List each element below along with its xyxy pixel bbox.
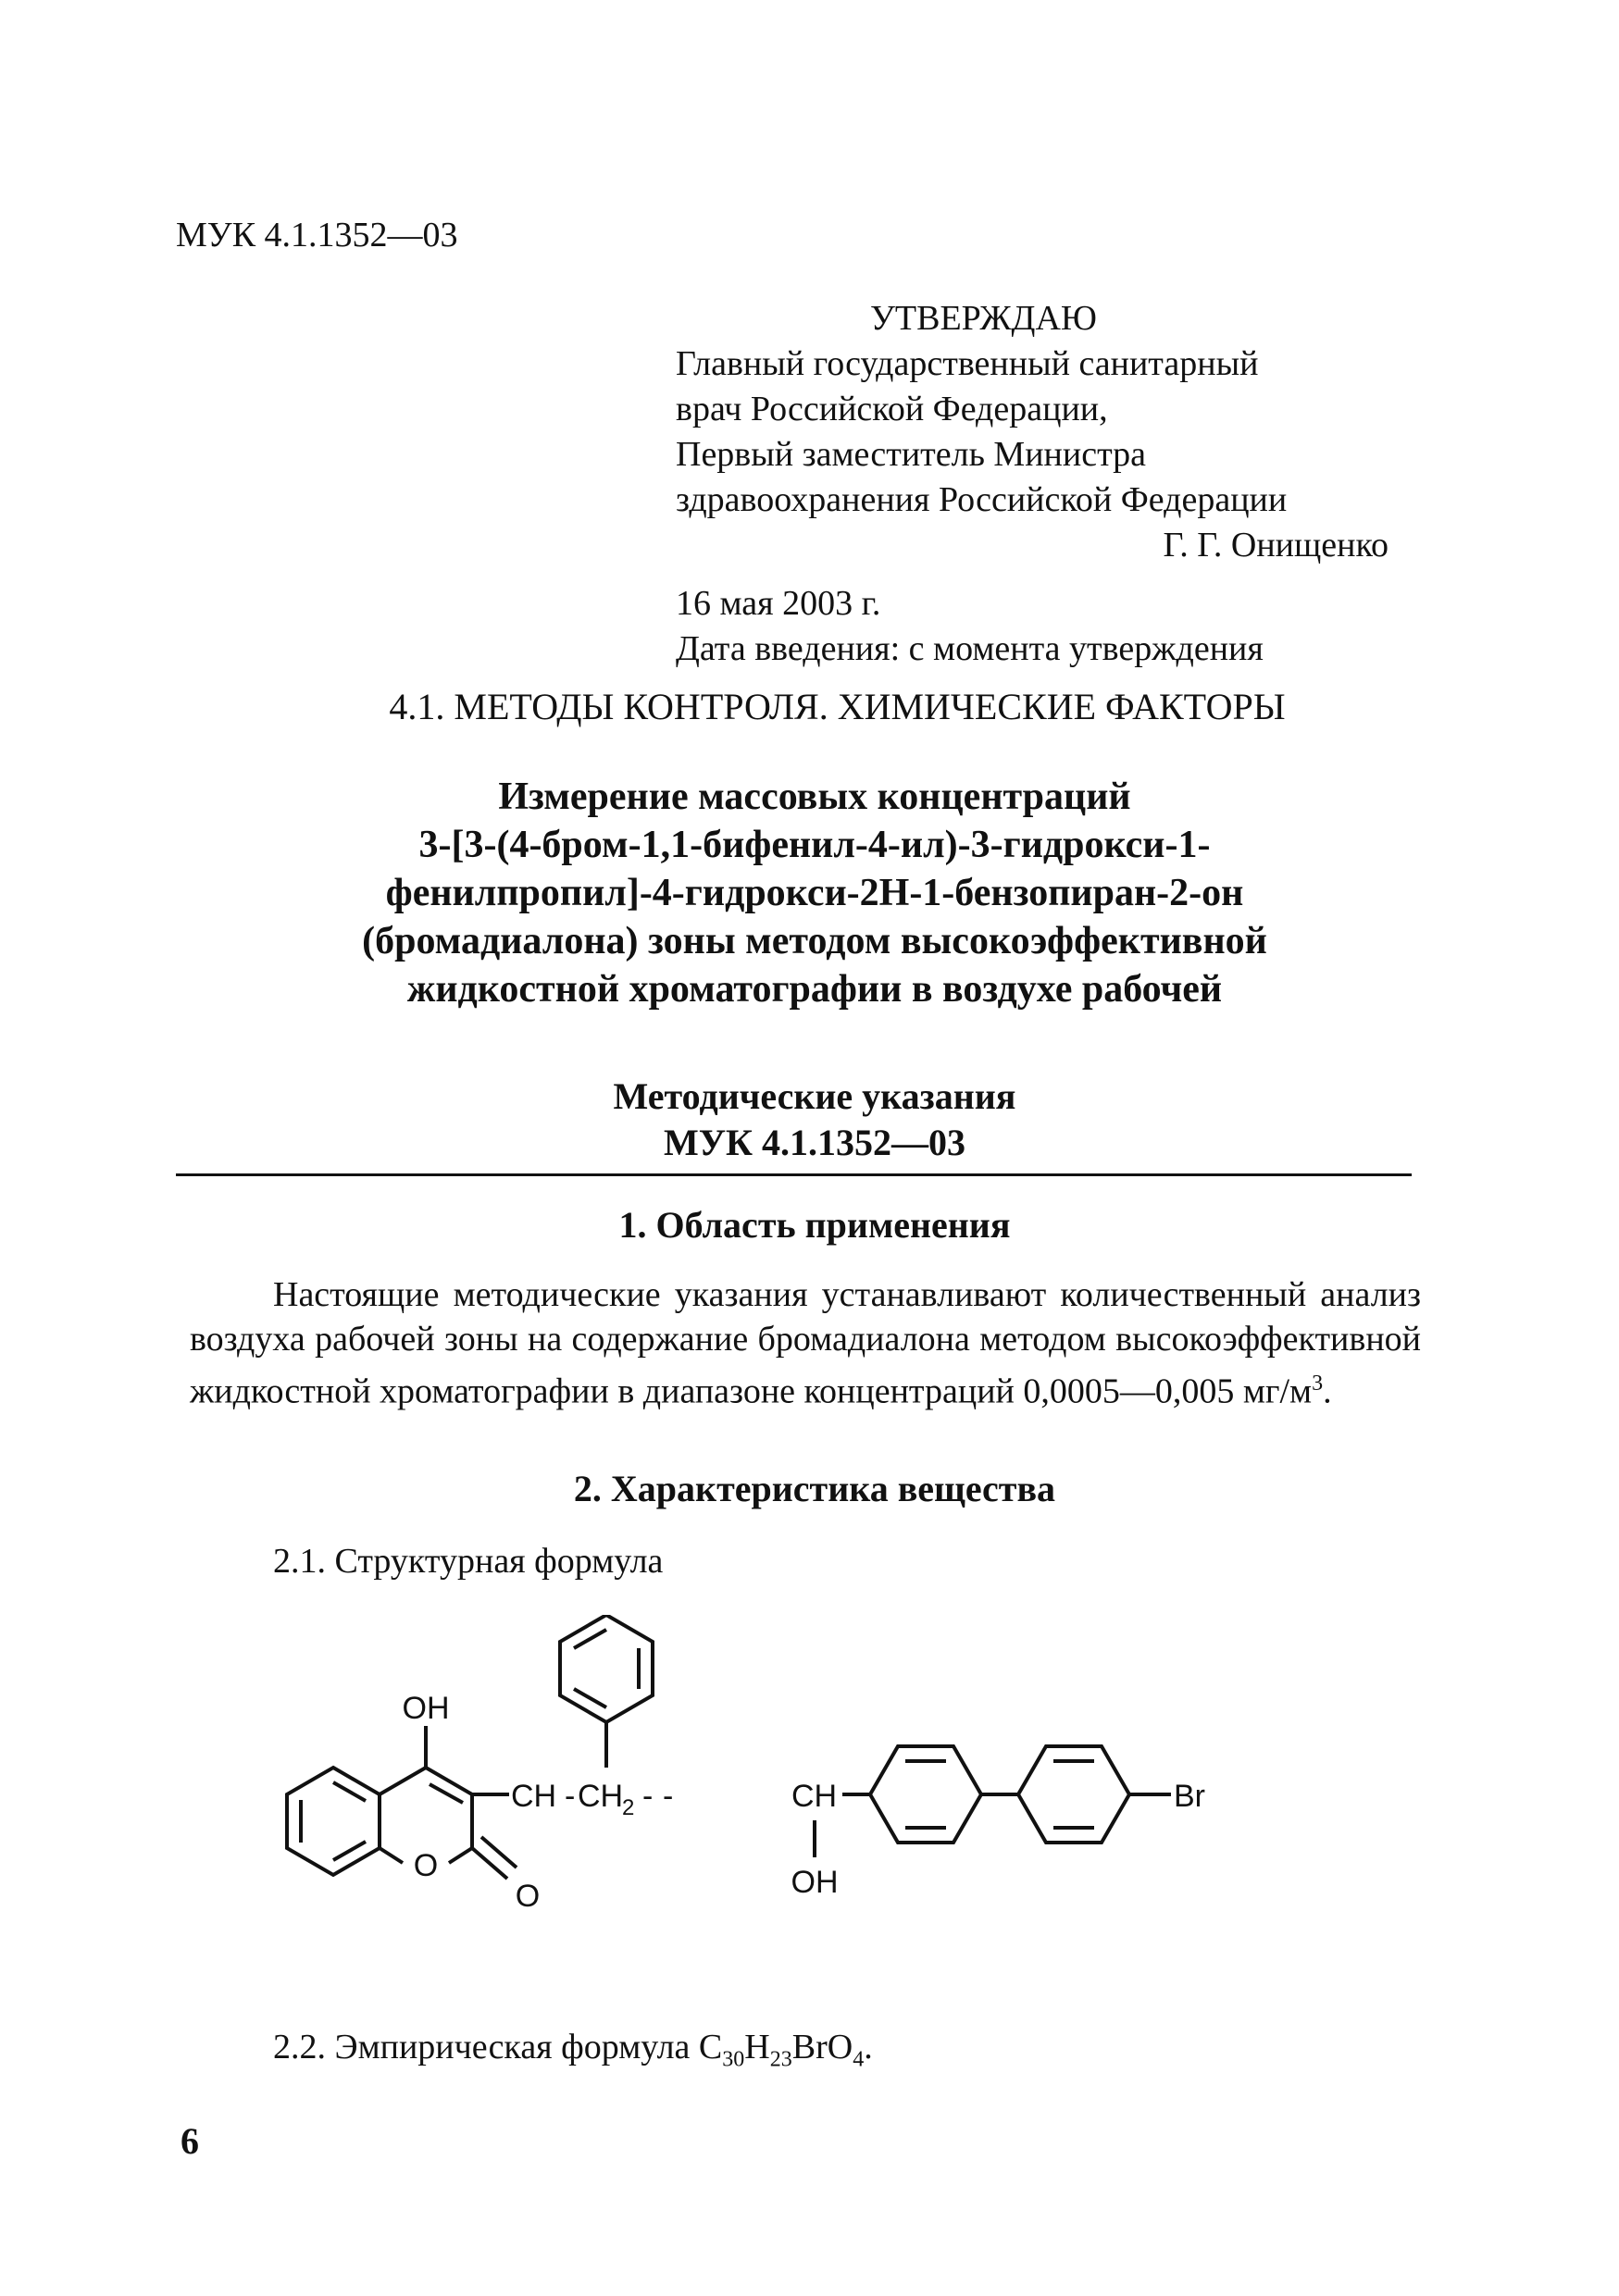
guidelines-label: Методические указания — [613, 1075, 1016, 1117]
approval-date: 16 мая 2003 г. — [676, 584, 881, 623]
oh-bottom-label: OH — [791, 1865, 839, 1900]
section1-paragraph — [190, 1272, 1421, 1414]
carbonyl-oxygen-label: O — [515, 1879, 541, 1914]
main-title-line: (бромадиалона) зоны методом высокоэффективной — [362, 920, 1267, 962]
unit-superscript: 3 — [1312, 1371, 1324, 1396]
document-code: МУК 4.1.1352—03 — [176, 216, 458, 254]
chain-ch2-subscript: 2 — [622, 1795, 635, 1820]
empirical-formula-line: 2.2. Эмпирическая формула $C_{30}H_{23}BrO_4$. — [273, 2028, 873, 2072]
chain-ch-label: CH — [511, 1779, 557, 1814]
effective-date: Дата введения: с момента утверждения — [676, 629, 1264, 668]
chain-ch-label: CH — [791, 1779, 838, 1814]
main-title — [213, 773, 1416, 1013]
guidelines-block — [213, 1074, 1416, 1166]
section2-heading: 2. Характеристика вещества — [573, 1468, 1056, 1509]
section1-text-end: . — [1323, 1371, 1332, 1411]
section1-text: Настоящие методические указания устанавливают количественный анализ воздуха рабочей зоны на содержание бромадиалона методом высокоэффективной жидкостной хроматографии в диапазоне концентраций 0,0005—0,005 мг/м — [190, 1275, 1421, 1411]
structural-formula-label: 2.1. Структурная формула — [273, 1542, 664, 1581]
approval-line: врач Российской Федерации, — [676, 390, 1108, 428]
main-title-line: Измерение массовых концентраций — [498, 776, 1131, 818]
ring-oxygen-label: O — [413, 1848, 439, 1883]
chain-dash: - — [642, 1779, 654, 1814]
empirical-formula: $C_{30}H_{23}BrO_4$ — [698, 2028, 865, 2072]
chain-dash: - — [565, 1779, 576, 1814]
approval-line: Первый заместитель Министра — [676, 435, 1147, 474]
formula-bonds — [287, 1615, 1171, 1879]
structural-formula — [259, 1615, 1333, 2004]
section1-body — [190, 1272, 1421, 1414]
approval-heading: УТВЕРЖДАЮ — [870, 299, 1097, 338]
main-title-line: жидкостной хроматографии в воздухе рабочей — [406, 968, 1223, 1011]
oh-top-label: OH — [402, 1691, 450, 1726]
approval-line: здравоохранения Российской Федерации — [676, 480, 1288, 519]
page-number: 6 — [181, 2120, 199, 2162]
approval-line: Главный государственный санитарный — [676, 344, 1259, 383]
section1-heading: 1. Область применения — [618, 1204, 1011, 1246]
approval-signatory: Г. Г. Онищенко — [1163, 526, 1389, 565]
horizontal-rule — [176, 1173, 1412, 1176]
bromine-label: Br — [1174, 1779, 1205, 1814]
empirical-formula-label: 2.2. Эмпирическая формула — [273, 2028, 699, 2066]
main-title-line: 3-[3-(4-бром-1,1-бифенил-4-ил)-3-гидрокси-1- — [418, 824, 1211, 866]
chain-dash: - — [663, 1779, 674, 1814]
chain-ch2-label: CH — [578, 1779, 624, 1814]
guidelines-code: МУК 4.1.1352—03 — [663, 1122, 966, 1163]
section-title: 4.1. МЕТОДЫ КОНТРОЛЯ. ХИМИЧЕСКИЕ ФАКТОРЫ — [389, 686, 1286, 727]
approval-block — [676, 296, 1444, 672]
main-title-line: фенилпропил]-4-гидрокси-2Н-1-бензопиран-2-он — [385, 872, 1244, 914]
